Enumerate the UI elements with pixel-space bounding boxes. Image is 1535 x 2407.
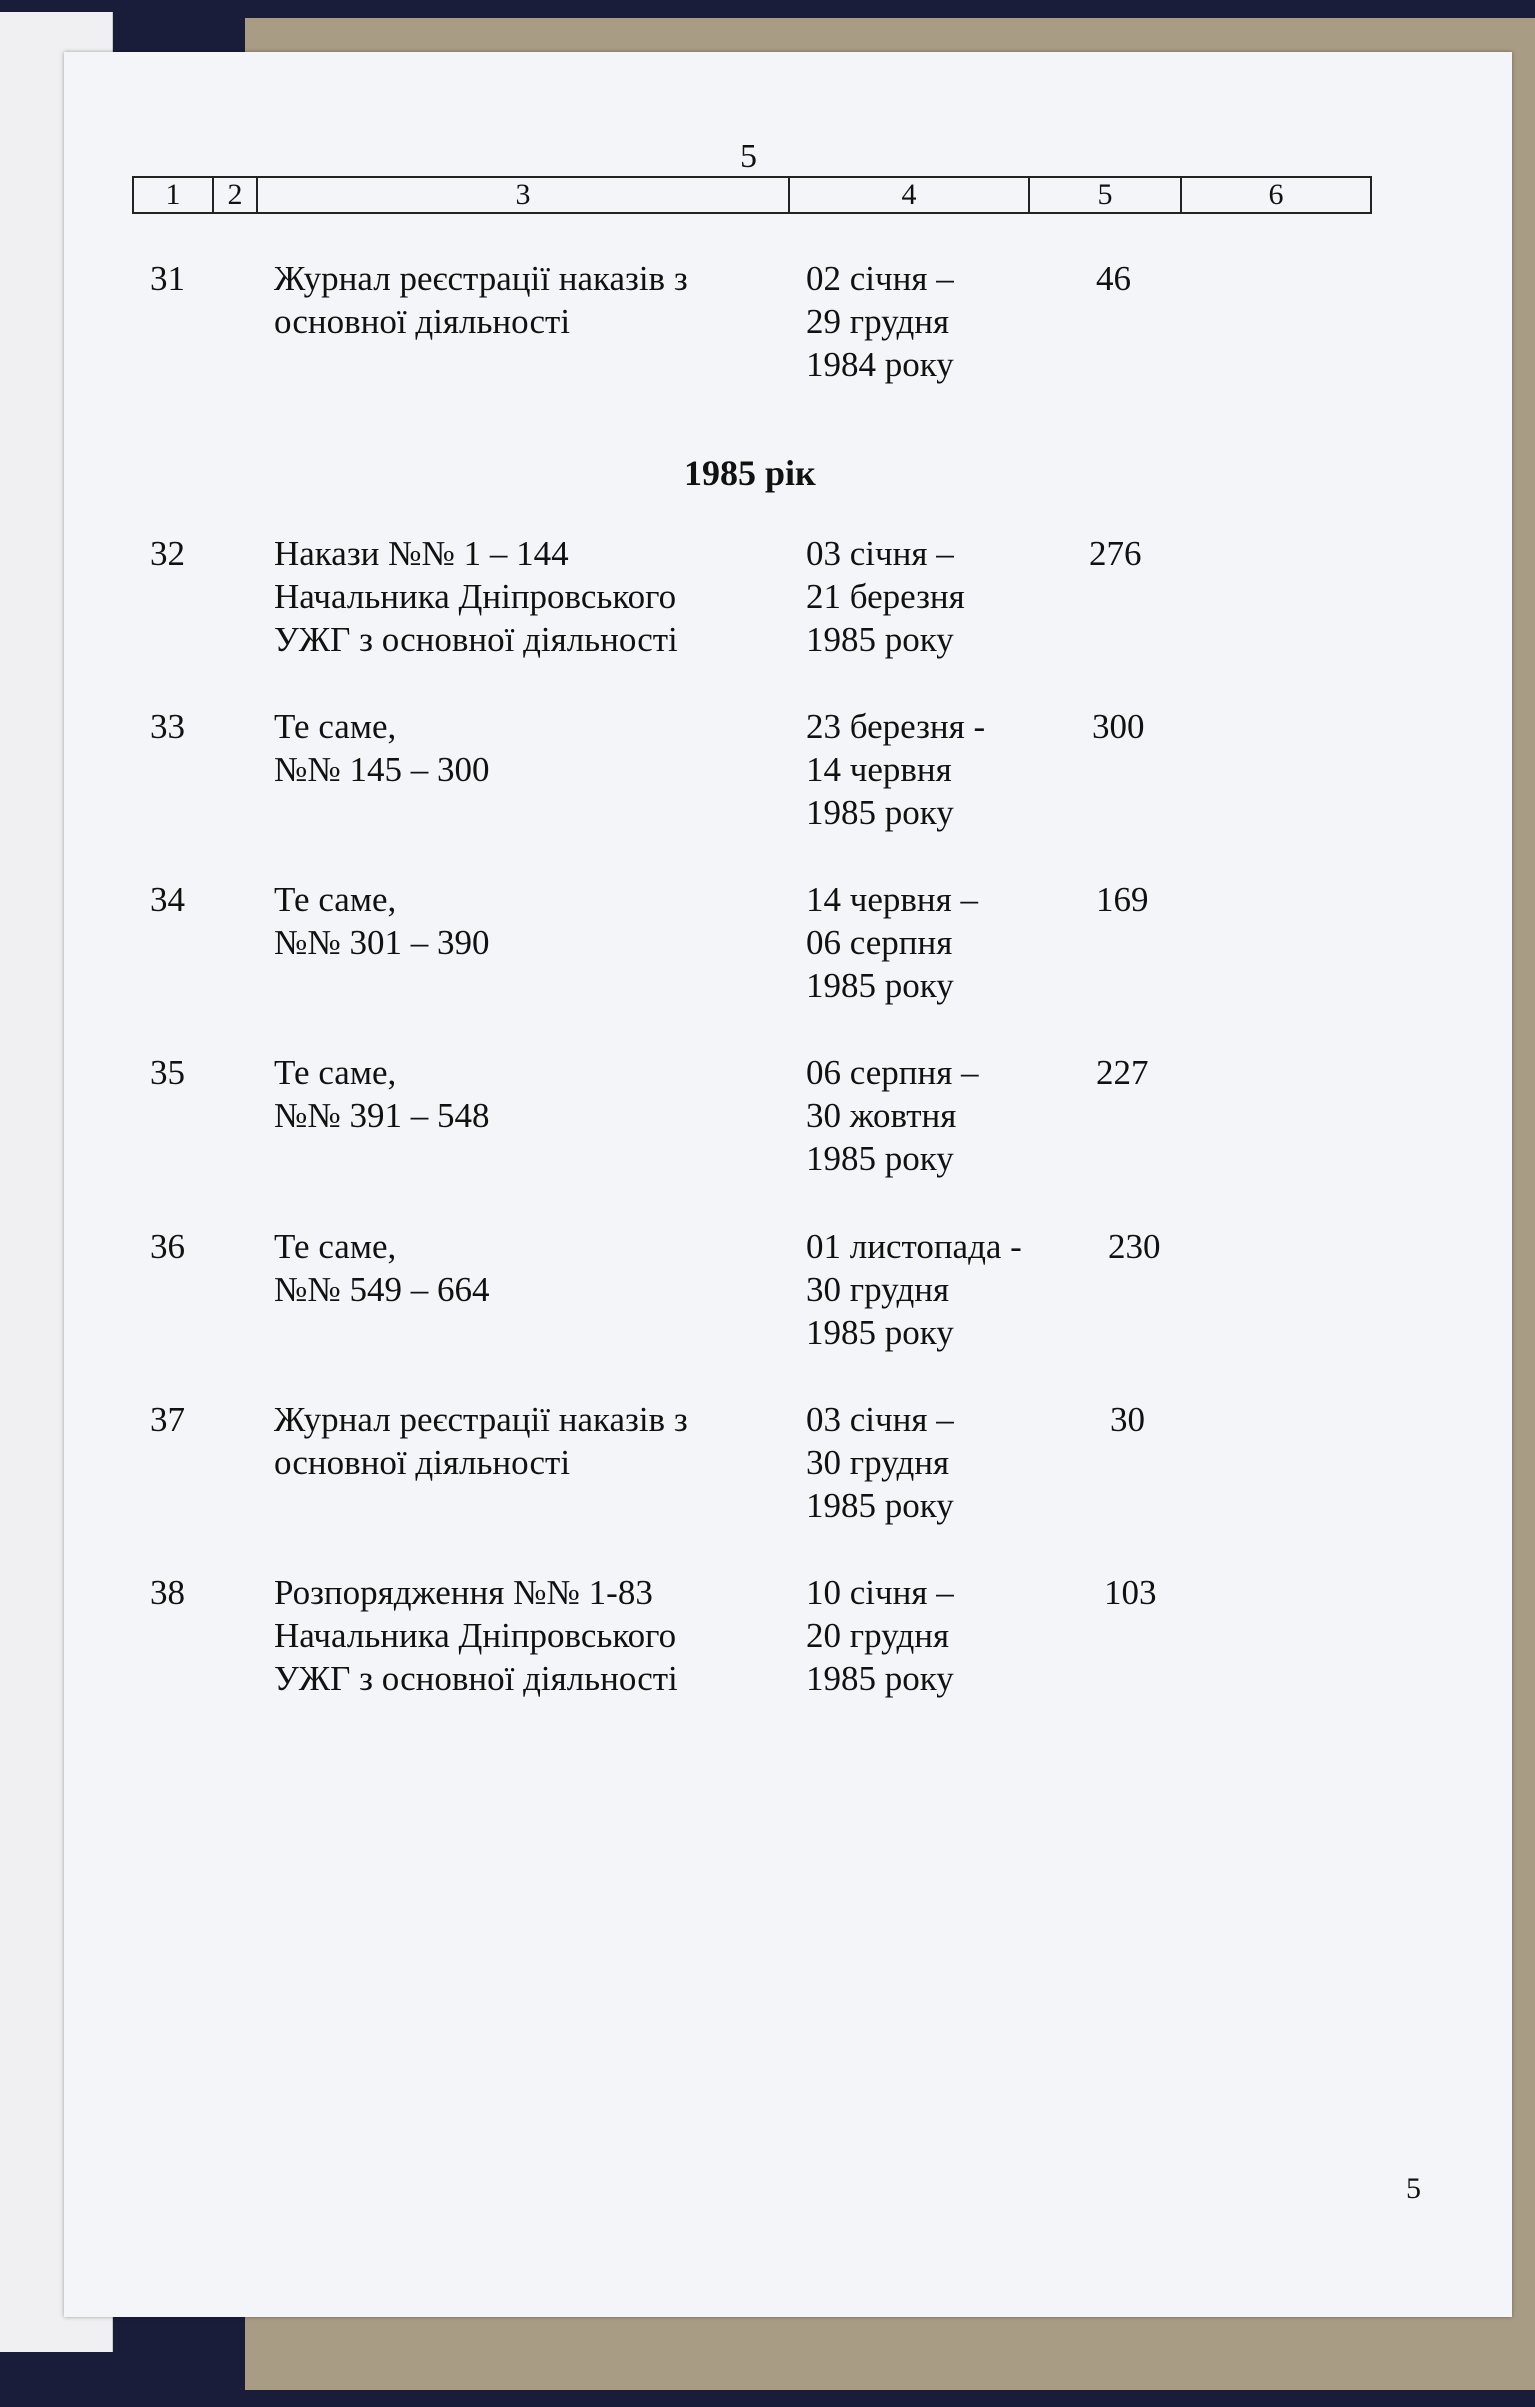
entry-date-range: 23 березня - 14 червня 1985 року [806,707,986,832]
entry-number: 33 [150,707,185,746]
column-header-5: 5 [1030,178,1182,212]
entry-page-count: 300 [1092,707,1145,746]
document-page [64,52,1512,2317]
bottom-page-number: 5 [1406,2172,1421,2205]
entry-title: Те саме, №№ 301 – 390 [274,880,490,962]
entry-page-count: 169 [1096,880,1149,919]
entry-title: Журнал реєстрації наказів з основної діяльності [274,259,688,341]
entry-title: Накази №№ 1 – 144 Начальника Дніпровського УЖГ з основної діяльності [274,534,678,659]
column-header-2: 2 [214,178,258,212]
entry-title: Журнал реєстрації наказів з основної діяльності [274,1400,688,1482]
entry-date-range: 01 листопада - 30 грудня 1985 року [806,1227,1022,1352]
entry-number: 38 [150,1573,185,1612]
entry-page-count: 227 [1096,1053,1149,1092]
column-header-row [132,176,1372,214]
entry-page-count: 30 [1110,1400,1145,1439]
column-header-4: 4 [790,178,1030,212]
entry-title: Те саме, №№ 549 – 664 [274,1227,490,1309]
column-header-1: 1 [134,178,214,212]
column-header-3: 3 [258,178,790,212]
year-heading: 1985 рік [684,453,816,493]
entry-page-count: 230 [1108,1227,1161,1266]
entry-number: 31 [150,259,185,298]
entry-number: 36 [150,1227,185,1266]
entry-page-count: 276 [1089,534,1142,573]
top-page-number: 5 [740,138,757,175]
entry-title: Те саме, №№ 145 – 300 [274,707,490,789]
entry-date-range: 14 червня – 06 серпня 1985 року [806,880,978,1005]
entry-title: Розпорядження №№ 1-83 Начальника Дніпровського УЖГ з основної діяльності [274,1573,678,1698]
entry-number: 37 [150,1400,185,1439]
entry-number: 34 [150,880,185,919]
entry-date-range: 10 січня – 20 грудня 1985 року [806,1573,954,1698]
entry-page-count: 103 [1104,1573,1157,1612]
entry-title: Те саме, №№ 391 – 548 [274,1053,490,1135]
entry-date-range: 02 січня – 29 грудня 1984 року [806,259,954,384]
entry-number: 35 [150,1053,185,1092]
entry-date-range: 03 січня – 21 березня 1985 року [806,534,965,659]
entry-date-range: 06 серпня – 30 жовтня 1985 року [806,1053,979,1178]
column-header-6: 6 [1268,178,1284,211]
entry-number: 32 [150,534,185,573]
entry-date-range: 03 січня – 30 грудня 1985 року [806,1400,954,1525]
entry-page-count: 46 [1096,259,1131,298]
